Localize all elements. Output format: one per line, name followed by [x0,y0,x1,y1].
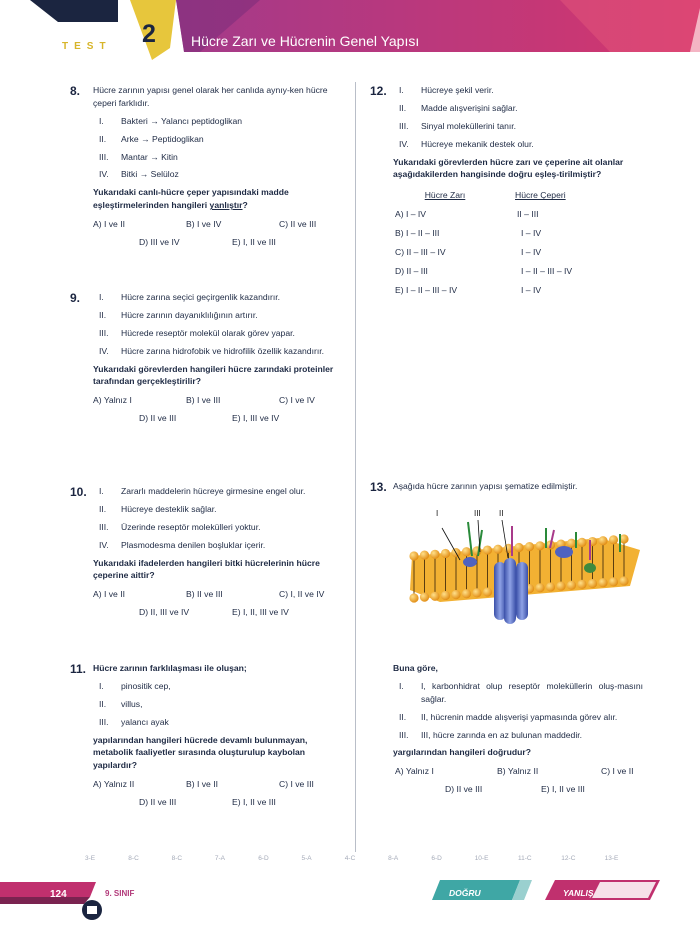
prompt-end: ? [242,200,248,211]
answer-options [93,588,341,628]
option-d[interactable]: D) II, III ve IV [139,607,190,618]
answer-options [93,394,341,434]
item-numeral: III. [99,327,109,338]
item-text: Arke → Peptidoglikan [121,133,204,144]
option-b[interactable]: B) I ve III [186,395,221,406]
question-number: 10. [70,485,87,499]
option-a[interactable]: A) I – IV [395,209,427,220]
option-c[interactable]: C) I ve III [279,779,314,790]
answer-key-item: 6-D [258,855,269,862]
answer-options [93,218,341,258]
option-a[interactable]: A) Yalnız I [93,395,132,406]
question-10 [70,485,341,628]
item-text: Hücre zarına seçici geçirgenlik kazandırır. [121,292,281,302]
option-d[interactable]: D) III ve IV [139,237,180,248]
option-c[interactable]: C) I ve II [601,766,634,777]
item-numeral: I. [99,680,104,691]
answer-key-item: 4-C [344,855,356,862]
option-e[interactable]: E) I – II – III – IV [395,284,458,295]
question-9 [70,291,341,434]
question-number: 9. [70,291,81,305]
answer-key-item: 10-E [474,855,489,862]
question-prompt: yargılarından hangileri doğrudur? [393,747,531,758]
option-c[interactable]: C) II – III – IV [395,247,446,258]
item-text: Hücreye mekanik destek olur. [421,138,534,149]
item-numeral: II. [399,102,407,113]
wrong-label: YANLIŞ [563,888,594,898]
item-numeral: IV. [99,345,109,356]
item-numeral: IV. [99,539,109,550]
option-e[interactable]: E) I, II, III ve IV [232,607,289,618]
footer-graphic [0,852,700,922]
table-header-membrane: Hücre Zarı [424,190,466,201]
question-13-body [393,662,643,805]
option-d-wall: I – II – III – IV [521,265,573,276]
prompt-emphasis: yanlıştır [209,200,243,211]
item-numeral: III. [99,521,109,532]
item-numeral: I. [399,85,404,95]
item-text: pinositik cep, [121,680,171,691]
option-c[interactable]: C) I, II ve IV [279,589,325,600]
answer-key-item: 8-C [128,855,139,862]
answer-key-item: 5-A [301,855,312,862]
answer-key-item: 11-C [518,855,532,862]
answer-key-item: 12-C [561,855,576,862]
item-text: I, karbonhidrat olup reseptör moleküllerin oluş-masını sağlar. [421,680,643,704]
option-a[interactable]: A) Yalnız II [93,779,135,790]
answer-key-item: 7-A [214,855,226,862]
answer-key-item: 3-E [85,855,96,862]
option-a-wall: II – III [517,209,539,220]
option-a[interactable]: A) I ve II [93,219,125,230]
question-stem: Hücre zarının yapısı genel olarak her canlıda aynıy-ken hücre çeperi farklıdır. [93,85,328,108]
answer-table [395,189,641,296]
answer-key-item: 8-A [388,855,399,862]
question-prompt: Yukarıdaki ifadelerden hangileri bitki hücrelerinin hücre çeperine aittir? [93,557,320,581]
item-text: Madde alışverişini sağlar. [421,102,518,113]
answer-options [393,765,643,805]
option-b[interactable]: B) I ve IV [186,219,222,230]
question-number: 8. [70,84,81,98]
item-text: Hücre zarına hidrofobik ve hidrofilik özellik kazandırır. [121,345,324,356]
option-e[interactable]: E) I, II ve III [232,237,276,248]
item-text: II, hücrenin madde alışverişi yapmasında görev alır. [421,711,618,722]
figure-label-ii: II [499,509,504,518]
item-numeral: IV. [99,169,109,180]
question-lead: Buna göre, [393,663,438,673]
option-c-wall: I – IV [521,247,542,258]
question-prompt [93,186,341,212]
option-d[interactable]: D) II – III [395,265,428,276]
question-prompt: Yukarıdaki görevlerden hücre zarı ve çeperine ait olanlar aşağıdakilerden hangisinde doğru eşleş-tirilmiştir? [393,156,624,180]
page-number: 124 [50,889,67,900]
answer-key-item: 6-D [431,855,442,862]
item-text: Hücrede reseptör molekül olarak görev yapar. [121,327,295,338]
question-prompt: Yukarıdaki görevlerden hangileri hücre zarındaki proteinler tarafından gerçekleştirilir? [93,363,334,387]
figure-label-iii: III [474,509,481,518]
answer-key-item: 8-C [171,855,183,862]
option-d[interactable]: D) II ve III [445,784,483,795]
page-header [0,0,700,64]
question-12 [370,84,641,297]
item-text: Hücre zarının dayanıklılığının artırır. [121,309,258,320]
grade-label: 9. SINIF [105,889,135,898]
question-11 [70,662,341,818]
item-text: villus, [121,698,143,709]
item-numeral: III. [99,716,109,727]
item-numeral: II. [99,309,107,320]
option-d[interactable]: D) II ve III [139,413,177,424]
item-numeral: II. [99,503,107,514]
cell-membrane-figure [400,500,650,650]
item-text: Hücreye desteklik sağlar. [121,503,217,514]
page-title: Hücre Zarı ve Hücrenin Genel Yapısı [191,33,420,49]
header-graphic [0,0,700,64]
item-numeral: I. [399,680,404,691]
item-text: III, hücre zarında en az bulunan maddedir. [421,729,582,740]
item-numeral: III. [99,151,109,162]
item-numeral: II. [99,133,107,144]
item-numeral: III. [399,729,409,740]
item-numeral: II. [99,698,107,709]
item-numeral: I. [99,115,104,126]
option-d[interactable]: D) II ve III [139,797,177,808]
option-b[interactable]: B) II ve III [186,589,223,600]
question-stem: Hücre zarının farklılaşması ile oluşan; [93,663,247,673]
question-8 [70,84,341,258]
page-footer [0,852,700,922]
column-divider [355,82,356,852]
table-header-wall: Hücre Çeperi [515,190,566,201]
question-prompt: yapılarından hangileri hücrede devamlı bulunmayan, metabolik faaliyetler sırasında oluşturulup kaybolan yapılardır? [93,734,308,771]
option-c[interactable]: C) I ve IV [279,395,315,406]
item-text: Bakteri → Yalancı peptidoglikan [121,115,243,126]
option-b-wall: I – IV [521,228,542,239]
option-e-wall: I – IV [521,284,542,295]
item-text: yalancı ayak [121,716,169,727]
figure-label-i: I [436,509,439,518]
test-label: TEST [62,41,112,52]
correct-label: DOĞRU [449,888,481,898]
answer-options [93,778,341,818]
option-b[interactable]: B) I – II – III [395,228,440,239]
answer-key-item: 13-E [604,855,619,862]
question-number: 12. [370,84,387,98]
prompt-text: Yukarıdaki canlı-hücre çeper yapısındaki madde eşleştirmelerinden hangileri [93,187,289,211]
item-text: Hücreye şekil verir. [421,85,494,95]
option-e[interactable]: E) I, II ve III [232,797,276,808]
question-number: 13. [370,480,387,494]
item-numeral: I. [99,292,104,302]
item-text: Sinyal moleküllerini tanır. [421,120,517,131]
option-b[interactable]: B) I ve II [186,779,218,790]
item-text: Plasmodesma denilen boşluklar içerir. [121,539,266,550]
item-numeral: I. [99,486,104,496]
option-a[interactable]: A) I ve II [93,589,125,600]
question-stem: Aşağıda hücre zarının yapısı şematize edilmiştir. [393,481,578,491]
test-number: 2 [142,20,156,48]
item-numeral: III. [399,120,409,131]
question-number: 11. [70,662,87,676]
item-text: Bitki → Selüloz [121,169,179,180]
item-numeral: II. [399,711,407,722]
item-text: Üzerinde reseptör molekülleri yoktur. [121,521,261,532]
item-text: Mantar → Kitin [121,151,178,162]
option-e[interactable]: E) I, II ve III [541,784,585,795]
option-a[interactable]: A) Yalnız I [395,766,434,777]
option-b[interactable]: B) Yalnız II [497,766,539,777]
option-e[interactable]: E) I, III ve IV [232,413,280,424]
item-numeral: IV. [399,138,409,149]
option-c[interactable]: C) II ve III [279,219,317,230]
question-13 [370,480,643,494]
item-text: Zararlı maddelerin hücreye girmesine engel olur. [121,486,306,496]
